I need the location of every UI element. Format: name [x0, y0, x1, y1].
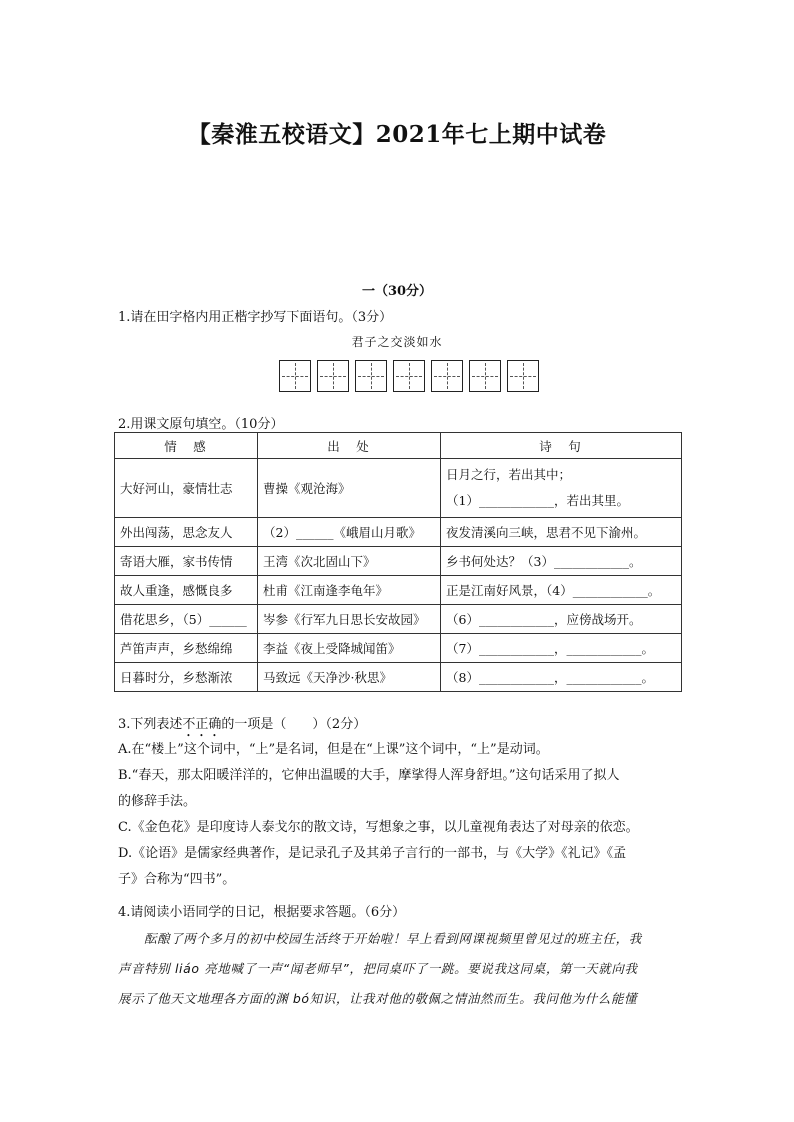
emotion-cell: 外出闯荡，思念友人: [115, 518, 258, 547]
table-row: [115, 576, 682, 605]
source-cell: 王湾《次北固山下》: [258, 547, 441, 576]
tianzige-box[interactable]: [469, 360, 501, 392]
diary-passage: [118, 924, 688, 1014]
copy-sentence: 君子之交淡如水: [351, 335, 443, 349]
table-header-row: [115, 433, 682, 459]
q3-emphasis: 不正确: [182, 717, 222, 732]
option-d-cont: 子》合称为“四书”。: [118, 872, 236, 887]
verse-line: （1）____________，若出其里。: [446, 493, 629, 508]
verse-cell[interactable]: [441, 459, 682, 518]
table-row: [115, 663, 682, 692]
source-cell: 岑参《行军九日思长安故园》: [258, 605, 441, 634]
tianzige-box[interactable]: [317, 360, 349, 392]
tianzige-box[interactable]: [393, 360, 425, 392]
verse-cell[interactable]: 乡书何处达？（3）____________。: [441, 547, 682, 576]
table-row: [115, 547, 682, 576]
emotion-cell: 芦笛声声，乡愁绵绵: [115, 634, 258, 663]
table-row: [115, 634, 682, 663]
verse-cell: 夜发清溪向三峡，思君不见下渝州。: [441, 518, 682, 547]
option-b[interactable]: B.“春天，那太阳暖洋洋的，它伸出温暖的大手，摩挲得人浑身舒坦。”这句话采用了拟人: [118, 768, 620, 783]
emotion-cell: 寄语大雁，家书传情: [115, 547, 258, 576]
option-b-cont: 的修辞手法。: [118, 794, 197, 809]
source-cell[interactable]: （2）______《峨眉山月歌》: [258, 518, 441, 547]
q3-prefix: 3.下列表述: [118, 717, 183, 732]
source-cell: 李益《夜上受降城闻笛》: [258, 634, 441, 663]
verse-cell[interactable]: （6）____________，应傍战场开。: [441, 605, 682, 634]
source-cell: 曹操《观沧海》: [258, 459, 441, 518]
header-verse: 诗 句: [441, 433, 682, 459]
question-3-options: [118, 737, 688, 893]
tianzige-box[interactable]: [355, 360, 387, 392]
tianzige-grid: [279, 360, 543, 392]
source-cell: 马致远《天净沙·秋思》: [258, 663, 441, 692]
poem-fill-table: [114, 432, 682, 692]
verse-cell[interactable]: 正是江南好风景，（4）____________。: [441, 576, 682, 605]
source-cell: 杜甫《江南逢李龟年》: [258, 576, 441, 605]
emotion-cell: 日暮时分，乡愁渐浓: [115, 663, 258, 692]
table-row: [115, 518, 682, 547]
header-emotion: 情 感: [115, 433, 258, 459]
option-c[interactable]: C.《金色花》是印度诗人泰戈尔的散文诗，写想象之事，以儿童视角表达了对母亲的依恋。: [118, 820, 639, 835]
question-4-prompt: 4.请阅读小语同学的日记，根据要求答题。（6分）: [118, 905, 406, 920]
option-d[interactable]: D.《论语》是儒家经典著作，是记录孔子及其弟子言行的一部书，与《大学》《礼记》《孟: [118, 846, 627, 861]
table-row: [115, 605, 682, 634]
tianzige-box[interactable]: [431, 360, 463, 392]
emotion-cell: 大好河山，豪情壮志: [115, 459, 258, 518]
header-source: 出 处: [258, 433, 441, 459]
exam-title: 【秦淮五校语文】2021年七上期中试卷: [187, 121, 607, 148]
tianzige-box[interactable]: [279, 360, 311, 392]
emotion-cell[interactable]: 借花思乡，（5）______: [115, 605, 258, 634]
q3-suffix: 的一项是（ ）（2分）: [221, 717, 367, 732]
option-a[interactable]: A.在“楼上”这个词中，“上”是名词，但是在“上课”这个词中，“上”是动词。: [118, 742, 549, 757]
question-3-prompt: [118, 713, 366, 740]
verse-cell[interactable]: （8）____________，____________。: [441, 663, 682, 692]
question-1-prompt: 1.请在田字格内用正楷字抄写下面语句。（3分）: [118, 310, 393, 325]
diary-line: 展示了他天文地理各方面的渊 bó知识，让我对他的敬佩之情油然而生。我问他为什么能懂: [118, 991, 638, 1006]
diary-line: 声音特别 liáo 亮地喊了一声“闻老师早”，把同桌吓了一跳。要说我这同桌，第一天就向我: [118, 961, 638, 976]
table-row: [115, 459, 682, 518]
verse-line: 日月之行，若出其中；: [446, 467, 572, 482]
section-heading: 一（30分）: [361, 284, 433, 299]
diary-line: 酝酿了两个多月的初中校园生活终于开始啦！早上看到网课视频里曾见过的班主任，我: [144, 931, 642, 946]
verse-cell[interactable]: （7）____________，____________。: [441, 634, 682, 663]
tianzige-box[interactable]: [507, 360, 539, 392]
emotion-cell: 故人重逢，感慨良多: [115, 576, 258, 605]
question-2-prompt: 2.用课文原句填空。（10分）: [118, 417, 284, 432]
